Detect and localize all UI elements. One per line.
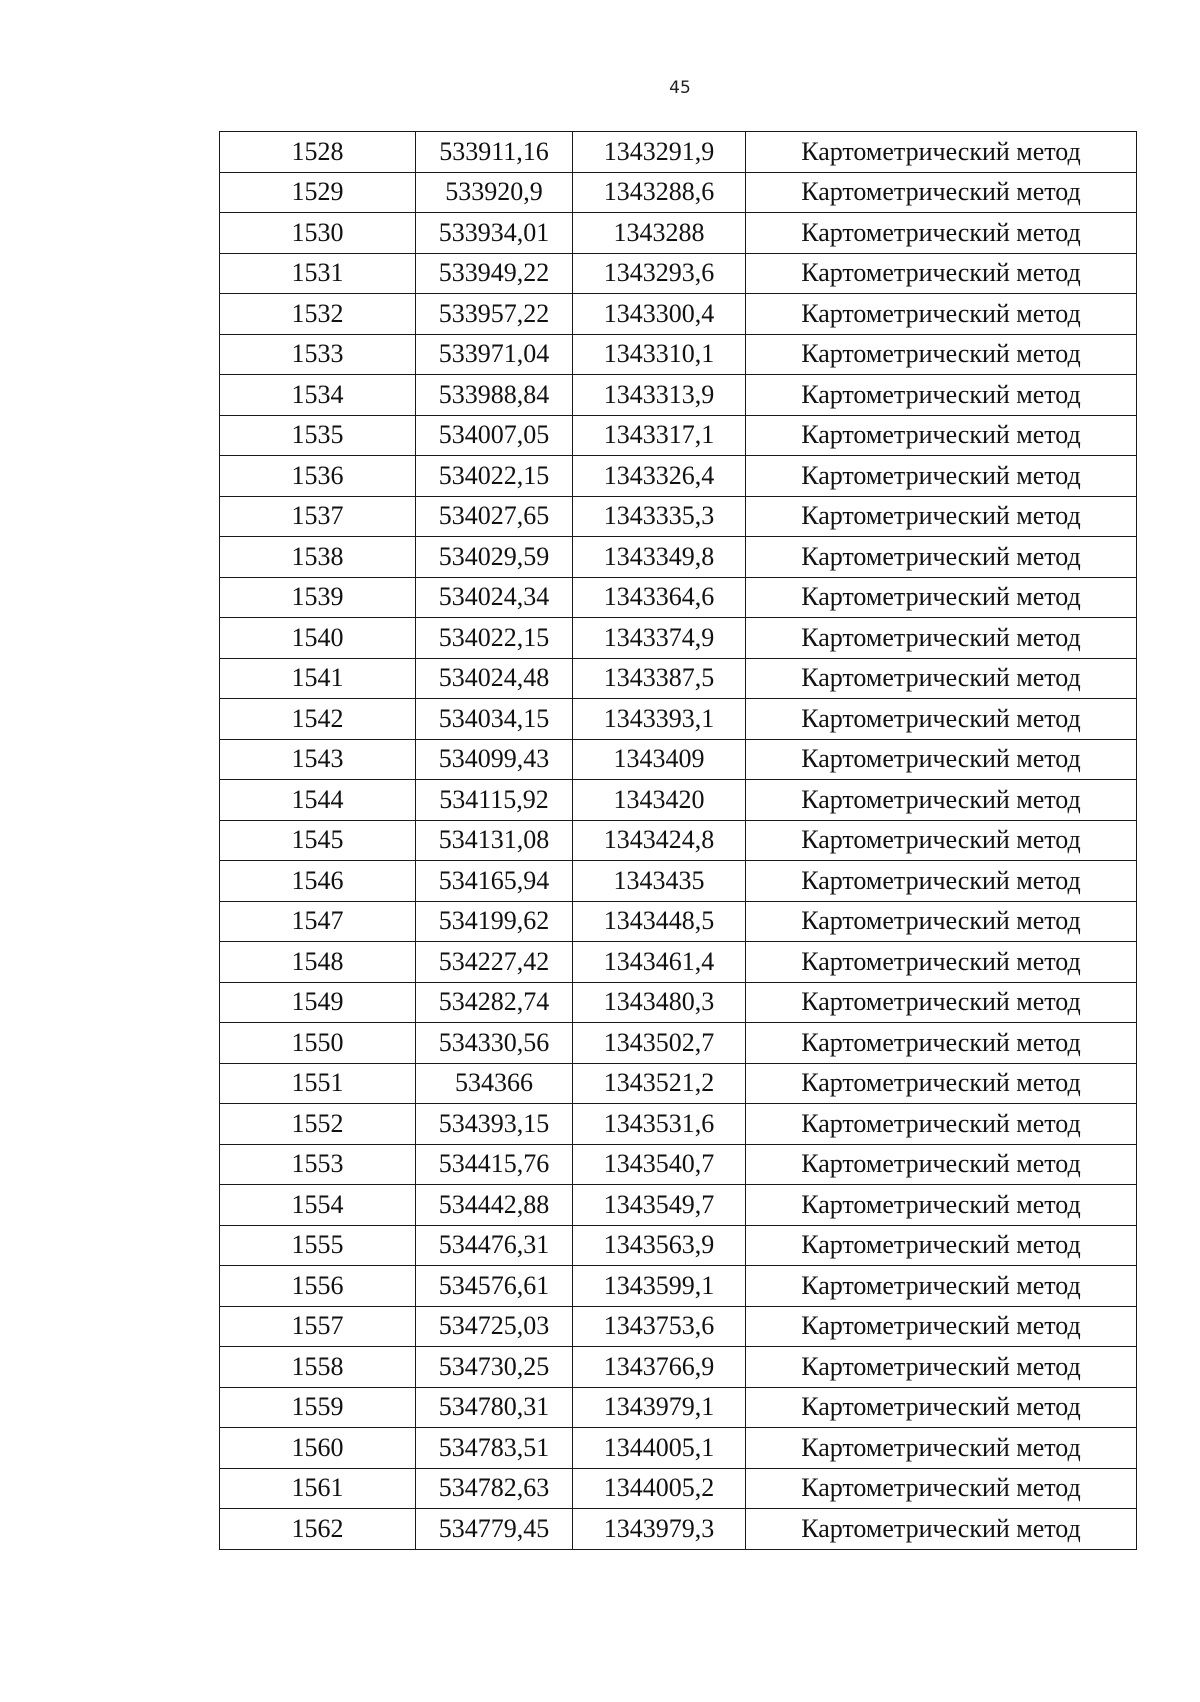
y-coordinate-cell: 1343349,8 [573,537,746,578]
table-row [220,537,1137,578]
x-coordinate-cell: 534730,25 [416,1347,573,1388]
method-cell: Картометрический метод [746,253,1137,294]
x-coordinate-cell: 534199,62 [416,901,573,942]
y-coordinate-cell: 1343766,9 [573,1347,746,1388]
point-number-cell: 1554 [220,1185,416,1226]
point-number-cell: 1536 [220,456,416,497]
point-number-cell: 1555 [220,1225,416,1266]
y-coordinate-cell: 1343979,1 [573,1387,746,1428]
table-row [220,1468,1137,1509]
point-number-cell: 1538 [220,537,416,578]
point-number-cell: 1552 [220,1104,416,1145]
point-number-cell: 1556 [220,1266,416,1307]
method-cell: Картометрический метод [746,1306,1137,1347]
table-row [220,375,1137,416]
x-coordinate-cell: 533988,84 [416,375,573,416]
y-coordinate-cell: 1343387,5 [573,658,746,699]
y-coordinate-cell: 1343291,9 [573,132,746,173]
x-coordinate-cell: 533949,22 [416,253,573,294]
point-number-cell: 1542 [220,699,416,740]
y-coordinate-cell: 1343424,8 [573,820,746,861]
method-cell: Картометрический метод [746,1509,1137,1550]
method-cell: Картометрический метод [746,820,1137,861]
y-coordinate-cell: 1343420 [573,780,746,821]
table-row [220,1306,1137,1347]
table-row [220,1023,1137,1064]
y-coordinate-cell: 1343393,1 [573,699,746,740]
y-coordinate-cell: 1343599,1 [573,1266,746,1307]
table-row [220,618,1137,659]
point-number-cell: 1549 [220,982,416,1023]
table-row [220,1185,1137,1226]
x-coordinate-cell: 534024,34 [416,577,573,618]
table-row [220,334,1137,375]
table-row [220,699,1137,740]
method-cell: Картометрический метод [746,1468,1137,1509]
y-coordinate-cell: 1343549,7 [573,1185,746,1226]
method-cell: Картометрический метод [746,577,1137,618]
method-cell: Картометрический метод [746,334,1137,375]
point-number-cell: 1530 [220,213,416,254]
method-cell: Картометрический метод [746,415,1137,456]
table-row [220,739,1137,780]
method-cell: Картометрический метод [746,1104,1137,1145]
point-number-cell: 1559 [220,1387,416,1428]
x-coordinate-cell: 534330,56 [416,1023,573,1064]
x-coordinate-cell: 533971,04 [416,334,573,375]
point-number-cell: 1528 [220,132,416,173]
y-coordinate-cell: 1343313,9 [573,375,746,416]
method-cell: Картометрический метод [746,780,1137,821]
x-coordinate-cell: 534782,63 [416,1468,573,1509]
y-coordinate-cell: 1344005,1 [573,1428,746,1469]
y-coordinate-cell: 1343374,9 [573,618,746,659]
table-row [220,658,1137,699]
coordinates-table [219,131,1137,1550]
method-cell: Картометрический метод [746,132,1137,173]
table-row [220,496,1137,537]
table-row [220,942,1137,983]
y-coordinate-cell: 1343364,6 [573,577,746,618]
y-coordinate-cell: 1343521,2 [573,1063,746,1104]
table-row [220,1225,1137,1266]
method-cell: Картометрический метод [746,375,1137,416]
method-cell: Картометрический метод [746,1387,1137,1428]
table-row [220,901,1137,942]
method-cell: Картометрический метод [746,1347,1137,1388]
y-coordinate-cell: 1343300,4 [573,294,746,335]
point-number-cell: 1535 [220,415,416,456]
y-coordinate-cell: 1343293,6 [573,253,746,294]
table-row [220,253,1137,294]
point-number-cell: 1529 [220,172,416,213]
y-coordinate-cell: 1343540,7 [573,1144,746,1185]
table-row [220,1428,1137,1469]
y-coordinate-cell: 1343753,6 [573,1306,746,1347]
method-cell: Картометрический метод [746,901,1137,942]
method-cell: Картометрический метод [746,1225,1137,1266]
method-cell: Картометрический метод [746,213,1137,254]
page-number: 45 [669,78,691,98]
method-cell: Картометрический метод [746,861,1137,902]
x-coordinate-cell: 534442,88 [416,1185,573,1226]
table-row [220,213,1137,254]
point-number-cell: 1560 [220,1428,416,1469]
table-row [220,1063,1137,1104]
y-coordinate-cell: 1344005,2 [573,1468,746,1509]
point-number-cell: 1551 [220,1063,416,1104]
x-coordinate-cell: 534476,31 [416,1225,573,1266]
table-row [220,456,1137,497]
x-coordinate-cell: 534131,08 [416,820,573,861]
coordinates-table-container [219,131,1136,1550]
point-number-cell: 1553 [220,1144,416,1185]
method-cell: Картометрический метод [746,172,1137,213]
y-coordinate-cell: 1343335,3 [573,496,746,537]
point-number-cell: 1550 [220,1023,416,1064]
x-coordinate-cell: 534780,31 [416,1387,573,1428]
x-coordinate-cell: 533911,16 [416,132,573,173]
method-cell: Картометрический метод [746,1144,1137,1185]
method-cell: Картометрический метод [746,294,1137,335]
table-row [220,1266,1137,1307]
method-cell: Картометрический метод [746,618,1137,659]
point-number-cell: 1537 [220,496,416,537]
y-coordinate-cell: 1343461,4 [573,942,746,983]
point-number-cell: 1540 [220,618,416,659]
y-coordinate-cell: 1343480,3 [573,982,746,1023]
x-coordinate-cell: 534393,15 [416,1104,573,1145]
method-cell: Картометрический метод [746,982,1137,1023]
table-row [220,1387,1137,1428]
x-coordinate-cell: 534415,76 [416,1144,573,1185]
x-coordinate-cell: 534783,51 [416,1428,573,1469]
table-row [220,1144,1137,1185]
method-cell: Картометрический метод [746,699,1137,740]
x-coordinate-cell: 534034,15 [416,699,573,740]
point-number-cell: 1548 [220,942,416,983]
y-coordinate-cell: 1343563,9 [573,1225,746,1266]
table-body [220,132,1137,1550]
x-coordinate-cell: 534366 [416,1063,573,1104]
y-coordinate-cell: 1343435 [573,861,746,902]
x-coordinate-cell: 534227,42 [416,942,573,983]
point-number-cell: 1531 [220,253,416,294]
point-number-cell: 1532 [220,294,416,335]
x-coordinate-cell: 534282,74 [416,982,573,1023]
x-coordinate-cell: 534007,05 [416,415,573,456]
x-coordinate-cell: 534022,15 [416,618,573,659]
method-cell: Картометрический метод [746,942,1137,983]
table-row [220,294,1137,335]
point-number-cell: 1562 [220,1509,416,1550]
table-row [220,780,1137,821]
x-coordinate-cell: 534165,94 [416,861,573,902]
method-cell: Картометрический метод [746,1428,1137,1469]
point-number-cell: 1561 [220,1468,416,1509]
table-row [220,1104,1137,1145]
point-number-cell: 1547 [220,901,416,942]
x-coordinate-cell: 533920,9 [416,172,573,213]
y-coordinate-cell: 1343288 [573,213,746,254]
table-row [220,982,1137,1023]
method-cell: Картометрический метод [746,537,1137,578]
x-coordinate-cell: 534024,48 [416,658,573,699]
method-cell: Картометрический метод [746,1023,1137,1064]
y-coordinate-cell: 1343310,1 [573,334,746,375]
point-number-cell: 1541 [220,658,416,699]
y-coordinate-cell: 1343979,3 [573,1509,746,1550]
x-coordinate-cell: 534029,59 [416,537,573,578]
x-coordinate-cell: 534779,45 [416,1509,573,1550]
method-cell: Картометрический метод [746,1063,1137,1104]
x-coordinate-cell: 534576,61 [416,1266,573,1307]
method-cell: Картометрический метод [746,496,1137,537]
method-cell: Картометрический метод [746,1266,1137,1307]
table-row [220,415,1137,456]
table-row [220,861,1137,902]
point-number-cell: 1543 [220,739,416,780]
method-cell: Картометрический метод [746,1185,1137,1226]
x-coordinate-cell: 533957,22 [416,294,573,335]
y-coordinate-cell: 1343531,6 [573,1104,746,1145]
table-row [220,132,1137,173]
table-row [220,577,1137,618]
y-coordinate-cell: 1343288,6 [573,172,746,213]
point-number-cell: 1546 [220,861,416,902]
x-coordinate-cell: 534099,43 [416,739,573,780]
y-coordinate-cell: 1343326,4 [573,456,746,497]
y-coordinate-cell: 1343448,5 [573,901,746,942]
x-coordinate-cell: 534027,65 [416,496,573,537]
x-coordinate-cell: 533934,01 [416,213,573,254]
method-cell: Картометрический метод [746,739,1137,780]
point-number-cell: 1557 [220,1306,416,1347]
table-row [220,1347,1137,1388]
table-row [220,820,1137,861]
point-number-cell: 1533 [220,334,416,375]
y-coordinate-cell: 1343317,1 [573,415,746,456]
method-cell: Картометрический метод [746,658,1137,699]
table-row [220,1509,1137,1550]
point-number-cell: 1544 [220,780,416,821]
x-coordinate-cell: 534115,92 [416,780,573,821]
method-cell: Картометрический метод [746,456,1137,497]
point-number-cell: 1558 [220,1347,416,1388]
point-number-cell: 1539 [220,577,416,618]
point-number-cell: 1545 [220,820,416,861]
y-coordinate-cell: 1343409 [573,739,746,780]
x-coordinate-cell: 534022,15 [416,456,573,497]
point-number-cell: 1534 [220,375,416,416]
table-row [220,172,1137,213]
y-coordinate-cell: 1343502,7 [573,1023,746,1064]
x-coordinate-cell: 534725,03 [416,1306,573,1347]
